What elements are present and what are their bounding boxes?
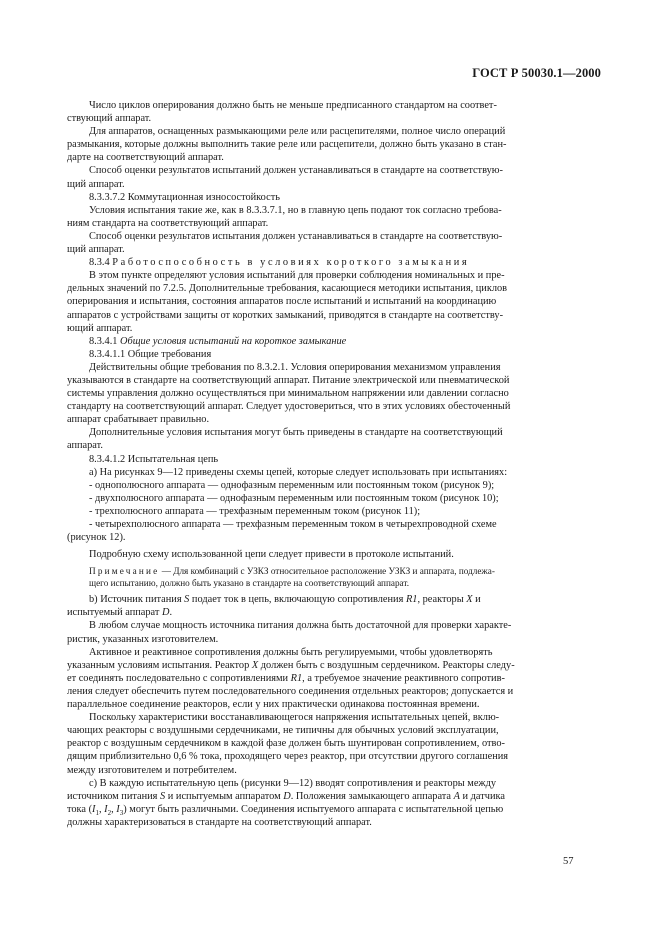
paragraph: щий аппарат. <box>67 244 125 256</box>
note-label: Примечание <box>89 566 160 577</box>
paragraph: ет соединять последовательно с сопротивлениями R1, а требуемое значение реактивного сопротив- <box>67 672 505 684</box>
paragraph: указываются в стандарте на соответствующий аппарат. Питание электрической или пневматической <box>67 374 510 386</box>
paragraph: Число циклов оперирования должно быть не меньше предписанного стандартом на соответ- <box>89 100 497 111</box>
paragraph: Условия испытания такие же, как в 8.3.3.7.1, но в главную цепь подают ток согласно требова- <box>89 204 502 216</box>
page-number: 57 <box>563 856 574 867</box>
paragraph: Поскольку характеристики восстанавливающегося напряжения испытательных цепей, вклю- <box>89 712 500 724</box>
list-item: b) Источник питания S подает ток в цепь, включающую сопротивления R1, реакторы X и <box>89 594 481 606</box>
list-item: - четырехполюсного аппарата — трехфазным переменным током в четырехпроводной схеме <box>89 519 497 530</box>
paragraph: В любом случае мощность источника питания должна быть достаточной для проверки характе- <box>89 620 512 632</box>
section-title: Работоспособность в условиях короткого замыкания <box>112 257 470 269</box>
list-item: должны характеризоваться в стандарте на соответствующий аппарат. <box>67 816 372 828</box>
section-heading: 8.3.4.1.2 Испытательная цепь <box>89 453 219 465</box>
list-item: тока ($I_1$, $I_2$, $I_3$) могут быть различными. Соединения испытуемого аппарата с испытательной цепью <box>67 803 504 817</box>
paragraph: ниям стандарта на соответствующий аппарат. <box>67 217 269 229</box>
list-item: - двухполюсного аппарата — однофазным переменным или постоянным током (рисунок 10); <box>89 492 499 504</box>
paragraph: дящим приблизительно 0,6 % тока, проходящего через реактор, при отсутствии другого соглашения <box>67 751 509 763</box>
paragraph: указанным условиям испытания. Реактор X должен быть с воздушным сердечником. Реакторы следу- <box>67 659 515 671</box>
list-item: - трехполюсного аппарата — трехфазным переменным током (рисунок 11); <box>89 505 421 517</box>
list-item: - однополюсного аппарата — однофазным переменным или постоянным током (рисунок 9); <box>89 479 495 491</box>
document-body <box>67 99 599 829</box>
paragraph: реактор с воздушным сердечником в каждой фазе должен быть шунтирован сопротивлением, отво- <box>67 738 505 750</box>
paragraph: В этом пункте определяют условия испытаний для проверки соблюдения номинальных и пре- <box>89 270 505 282</box>
paragraph: дарте на соответствующий аппарат. <box>67 152 224 164</box>
list-item: испытуемый аппарат D. <box>67 607 173 619</box>
paragraph: аппарат. <box>67 440 103 452</box>
paragraph: аппарат срабатывает правильно. <box>67 414 210 426</box>
list-item: а) На рисунках 9—12 приведены схемы цепей, которые следует использовать при испытаниях: <box>89 466 508 478</box>
list-item: (рисунок 12). <box>67 532 126 544</box>
list-item: с) В каждую испытательную цепь (рисунки 9—12) вводят сопротивления и реакторы между <box>89 777 497 789</box>
paragraph: дельных значений по 7.2.5. Дополнительные требования, касающиеся методики испытания, циклов <box>67 283 508 295</box>
paragraph: щий аппарат. <box>67 178 125 190</box>
paragraph: Способ оценки результатов испытания должен устанавливаться в стандарте на соответствую- <box>89 230 503 242</box>
paragraph: оперирования и испытания, состояния аппаратов после испытаний и испытаний на координацию <box>67 296 497 308</box>
paragraph: системы управления должно осуществляться при минимальном напряжении или давлении согласно <box>67 388 509 400</box>
paragraph: между изготовителем и потребителем. <box>67 764 237 776</box>
paragraph: размыкания, которые должны выполнить такие реле или расцепители, должно быть указано в стан- <box>67 139 507 151</box>
note <box>67 565 599 577</box>
paragraph: Дополнительные условия испытания могут быть приведены в стандарте на соответствующий <box>89 427 503 439</box>
note: щего испытанию, должно быть указано в стандарте на соответствующий аппарат. <box>89 578 409 589</box>
paragraph: стандарту на соответствующий аппарат. Следует удостовериться, что в этих условиях обесточенный <box>67 401 511 413</box>
note-text: — Для комбинаций с УЗКЗ относительное расположение УЗКЗ и аппарата, подлежа- <box>159 566 495 577</box>
paragraph: ющий аппарат. <box>67 322 133 334</box>
section-heading: 8.3.3.7.2 Коммутационная износостойкость <box>89 191 280 203</box>
section-number: 8.3.4 <box>89 257 110 269</box>
paragraph: чающих реакторы с воздушными сердечниками, не типичны для обычных условий эксплуатации, <box>67 725 499 737</box>
paragraph: Подробную схему использованной цепи следует привести в протоколе испытаний. <box>89 549 454 561</box>
paragraph: ствующий аппарат. <box>67 113 152 125</box>
paragraph: Для аппаратов, оснащенных размыкающими реле или расцепителями, полное число операций <box>89 126 506 138</box>
paragraph: Действительны общие требования по 8.3.2.1. Условия оперирования механизмом управления <box>89 361 501 373</box>
paragraph: аппаратов с устройствами защиты от коротких замыканий, приводятся в стандарте на соответству- <box>67 309 504 321</box>
section-title: Общие условия испытаний на короткое замыкание <box>120 335 347 347</box>
section-heading <box>67 256 599 269</box>
paragraph: Активное и реактивное сопротивления должны быть регулируемыми, чтобы удовлетворять <box>89 646 493 658</box>
section-number: 8.3.4.1 <box>89 335 118 347</box>
section-heading <box>67 335 599 348</box>
paragraph: ристик, указанных изготовителем. <box>67 633 219 645</box>
paragraph: ления следует обеспечить путем последовательного соединения отдельных реакторов; допускается и <box>67 685 514 697</box>
list-item: источником питания S и испытуемым аппаратом D. Положения замыкающего аппарата A и датчика <box>67 790 505 802</box>
paragraph: параллельное соединение реакторов, если у них практически одинакова постоянная времени. <box>67 699 480 711</box>
section-heading: 8.3.4.1.1 Общие требования <box>89 348 212 360</box>
document-code: ГОСТ Р 50030.1—2000 <box>472 66 601 80</box>
paragraph: Способ оценки результатов испытаний должен устанавливаться в стандарте на соответствую- <box>89 165 503 177</box>
